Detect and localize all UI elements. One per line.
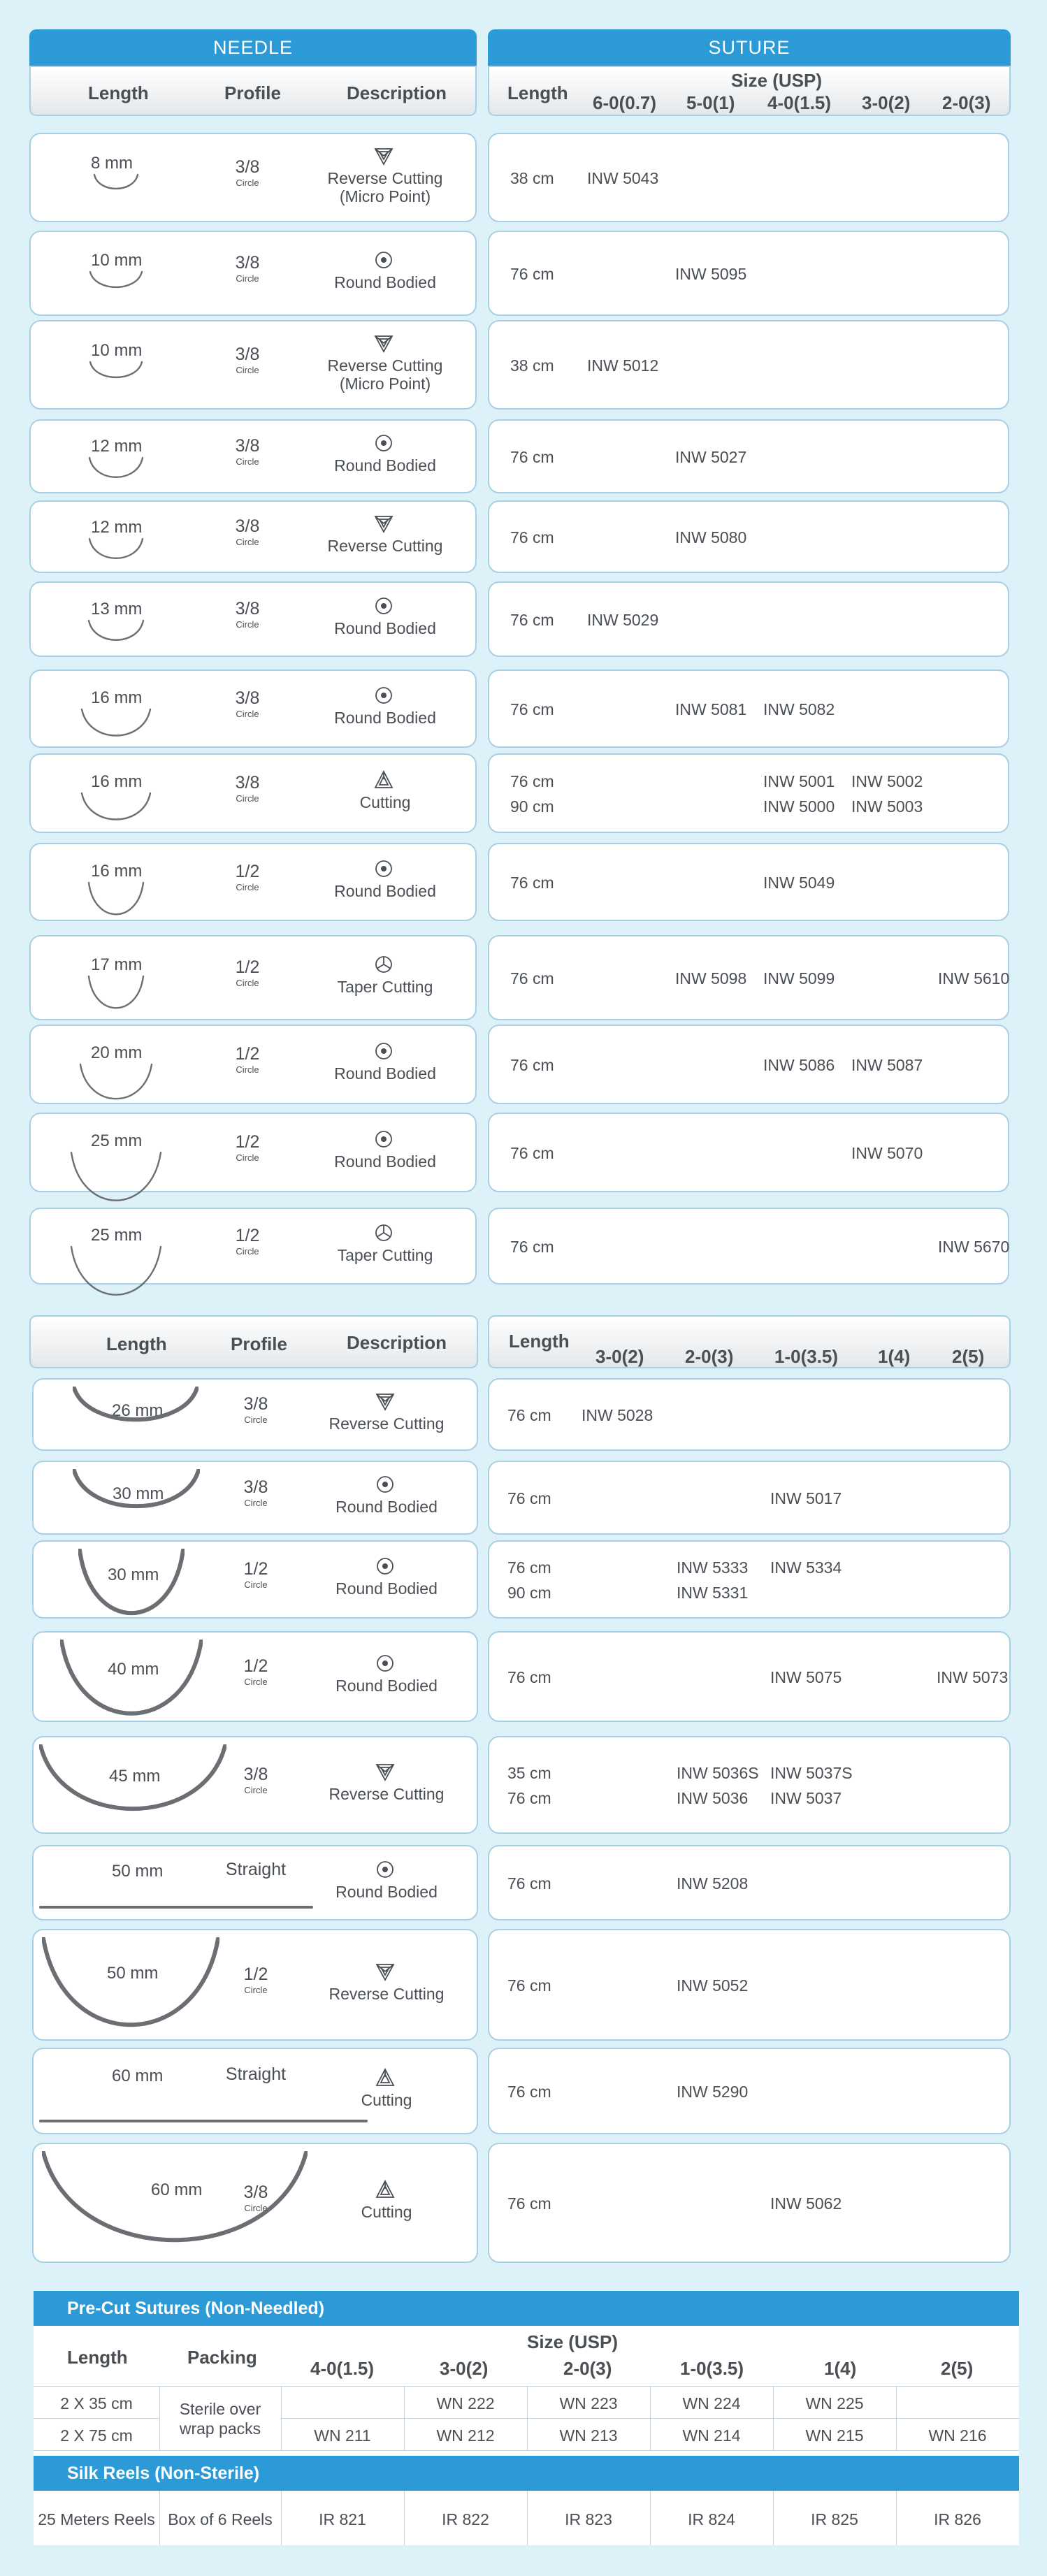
suture-card [488,1929,1011,2041]
taper-cutting-icon [373,954,394,975]
needle-description: Round Bodied [335,1883,438,1901]
needle-length: 10 mm [91,251,143,270]
needle-curve-icon [89,361,143,380]
suture-code: INW 5081 [675,700,747,718]
needle-circle-label: Circle [244,1785,268,1795]
suture-length: 76 cm [510,448,554,466]
needle-length: 26 mm [112,1401,164,1420]
reverse-cutting-icon [375,1961,396,1982]
suture-length: 76 cm [507,1789,551,1807]
suture-card [488,231,1009,316]
precut-code: WN 215 [805,2426,864,2445]
suture-code: INW 5037 [770,1789,842,1807]
suture-card [488,320,1009,410]
needle-circle-label: Circle [244,2203,268,2213]
needle-length: 25 mm [91,1131,143,1150]
suture-length: 76 cm [510,611,554,629]
needle-circle-label: Circle [236,456,259,467]
silk-code: IR 825 [811,2510,858,2528]
suture-length: 76 cm [507,1668,551,1686]
suture-code: INW 5331 [677,1584,749,1602]
needle-card [29,935,477,1020]
needle-circle-label: Circle [236,365,259,375]
suture-card [488,1540,1011,1619]
size-col: 2-0(3) [685,1346,734,1367]
needle-card [32,1845,478,1920]
needle-card [29,581,477,657]
suture-column-header [488,66,1011,116]
size-col: 2-0(3) [942,92,991,113]
suture-card [488,1631,1011,1722]
needle-curve-icon [87,881,145,918]
suture-card [488,753,1009,833]
precut-size-col: 3-0(2) [440,2358,489,2379]
suture-length: 76 cm [507,1874,551,1893]
round-bodied-icon [373,1129,394,1150]
size-col: 6-0(0.7) [593,92,657,113]
needle-description: Reverse Cutting [327,169,443,187]
needle-description: Cutting [359,793,411,811]
needle-card [29,670,477,748]
round-bodied-icon [373,595,394,616]
suture-length: 90 cm [507,1584,551,1602]
col-description: Description [347,82,447,103]
suture-code: INW 5037S [770,1764,853,1782]
needle-description: Taper Cutting [337,1246,433,1264]
size-col: 1-0(3.5) [774,1346,839,1367]
needle-profile: 1/2 [235,862,260,881]
suture-card [488,935,1009,1020]
suture-card [488,1208,1009,1285]
needle-circle-label: Circle [236,978,259,988]
needle-length: 30 mm [108,1565,159,1584]
silk-code: IR 821 [319,2510,366,2528]
needle-circle-label: Circle [244,1414,268,1425]
suture-code: INW 5017 [770,1489,842,1507]
reverse-cutting-icon [373,333,394,354]
suture-card [488,843,1009,921]
suture-code: INW 5002 [851,772,923,790]
needle-straight-icon [39,1904,313,1911]
needle-profile: 3/8 [235,688,260,708]
suture-code: INW 5095 [675,265,747,283]
needle-card [32,1631,478,1722]
needle-curve-icon [73,1469,200,1510]
needle-circle-label: Circle [236,882,259,892]
needle-circle-label: Circle [244,1579,268,1590]
needle-profile: 3/8 [235,599,260,618]
col-length: Length [106,1333,167,1354]
suture-card [488,1378,1011,1451]
needle-circle-label: Circle [244,1498,268,1508]
size-col: 3-0(2) [862,92,911,113]
needle-description: Round Bodied [334,1064,436,1083]
suture-header: SUTURE [488,29,1011,66]
suture-card [488,1736,1011,1834]
needle-profile: Straight [225,1860,287,1879]
needle-profile: 1/2 [243,1964,268,1984]
suture-code: INW 5098 [675,969,747,987]
precut-col-length: Length [67,2347,128,2368]
needle-card [29,1208,477,1285]
size-col: 3-0(2) [595,1346,644,1367]
needle-card [32,2143,478,2263]
needle-description: Round Bodied [335,1579,438,1598]
needle-profile: 3/8 [235,436,260,456]
silk-title: Silk Reels (Non-Sterile) [34,2456,1019,2491]
suture-code: INW 5610 [938,969,1010,987]
needle-curve-icon [93,173,139,191]
suture-column-header-2 [488,1315,1011,1368]
size-usp-label: Size (USP) [731,70,823,91]
needle-length: 13 mm [91,600,143,618]
needle-length: 16 mm [91,862,143,881]
precut-size-col: 4-0(1.5) [310,2358,375,2379]
needle-profile: 1/2 [235,957,260,977]
needle-column-header-2 [29,1315,478,1368]
silk-length: 25 Meters Reels [38,2510,155,2528]
suture-card [488,1461,1011,1535]
needle-length: 8 mm [91,154,133,173]
needle-profile: 3/8 [235,253,260,273]
col-suture-length: Length [507,82,568,103]
suture-code: INW 5099 [763,969,835,987]
silk-packing: Box of 6 Reels [168,2510,273,2528]
suture-length: 76 cm [507,2194,551,2213]
needle-card [29,1113,477,1192]
needle-description: (Micro Point) [339,187,431,205]
suture-code: INW 5087 [851,1056,923,1074]
size-col: 2(5) [952,1346,985,1367]
size-col: 4-0(1.5) [767,92,832,113]
suture-code: INW 5036 [677,1789,749,1807]
suture-card [488,1113,1009,1192]
needle-card [32,1929,478,2041]
needle-circle-label: Circle [236,178,259,188]
precut-packing: wrap packs [179,2419,261,2438]
needle-curve-icon [80,708,152,739]
suture-length: 76 cm [510,265,554,283]
cutting-icon [373,769,394,790]
needle-profile: 1/2 [243,1656,268,1676]
needle-profile: 3/8 [243,1765,268,1784]
suture-code: INW 5036S [677,1764,759,1782]
needle-card [29,843,477,921]
needle-length: 30 mm [113,1484,164,1503]
needle-profile: 1/2 [235,1132,260,1152]
suture-card [488,670,1009,748]
suture-length: 76 cm [510,874,554,892]
suture-length: 76 cm [510,1238,554,1256]
suture-code: INW 5290 [677,2083,749,2101]
needle-card [29,231,477,316]
suture-code: INW 5208 [677,1874,749,1893]
needle-card [32,1378,478,1451]
needle-description: Round Bodied [335,1498,438,1516]
needle-profile: 1/2 [235,1044,260,1064]
suture-card [488,581,1009,657]
needle-circle-label: Circle [244,1985,268,1995]
precut-code: WN 222 [436,2394,495,2412]
needle-description: Reverse Cutting [327,537,443,555]
precut-size-col: 1(4) [824,2358,857,2379]
needle-description: Taper Cutting [337,978,433,996]
silk-code: IR 823 [565,2510,612,2528]
round-bodied-icon [373,685,394,706]
suture-code: INW 5080 [675,528,747,547]
needle-profile: 3/8 [235,516,260,536]
col-profile: Profile [224,82,281,103]
round-bodied-icon [373,858,394,879]
round-bodied-icon [375,1474,396,1495]
needle-length: 40 mm [108,1660,159,1679]
needle-column-header [29,66,477,116]
suture-code: INW 5333 [677,1558,749,1577]
needle-header: NEEDLE [29,29,477,66]
needle-circle-label: Circle [236,1152,259,1163]
needle-description: Cutting [361,2091,412,2109]
suture-length: 76 cm [507,1489,551,1507]
precut-length: 2 X 35 cm [60,2394,133,2412]
needle-curve-icon [89,270,143,290]
needle-card [32,2048,478,2134]
suture-code: INW 5062 [770,2194,842,2213]
needle-length: 50 mm [107,1964,159,1983]
col-length: Length [88,82,149,103]
reverse-cutting-icon [373,145,394,166]
suture-length: 76 cm [510,772,554,790]
suture-length: 76 cm [510,528,554,547]
suture-card [488,1025,1009,1104]
precut-code: WN 212 [436,2426,495,2445]
precut-code: WN 211 [314,2426,371,2445]
size-col: 1(4) [878,1346,911,1367]
suture-card [488,1845,1011,1920]
precut-code: WN 223 [559,2394,618,2412]
precut-size-col: 2(5) [941,2358,974,2379]
needle-curve-icon [70,1151,162,1204]
needle-profile: 3/8 [235,773,260,793]
round-bodied-icon [373,1041,394,1062]
needle-circle-label: Circle [236,619,259,630]
needle-profile: Straight [225,2064,287,2084]
needle-profile: 3/8 [235,157,260,177]
needle-length: 25 mm [91,1226,143,1245]
precut-table [34,2291,1019,2545]
silk-code: IR 822 [442,2510,489,2528]
reverse-cutting-icon [373,513,394,534]
needle-curve-icon [87,619,145,643]
suture-length: 76 cm [510,700,554,718]
needle-description: Round Bodied [335,1677,438,1695]
suture-length: 38 cm [510,356,554,375]
round-bodied-icon [375,1859,396,1880]
suture-length: 76 cm [507,2083,551,2101]
needle-profile: 3/8 [243,1394,268,1414]
needle-length: 17 mm [91,955,143,974]
suture-card [488,2143,1011,2263]
precut-packing: Sterile over [179,2400,261,2418]
needle-curve-icon [70,1245,162,1298]
needle-length: 12 mm [91,518,143,537]
needle-length: 16 mm [91,772,143,791]
precut-code: WN 224 [682,2394,741,2412]
suture-code: INW 5086 [763,1056,835,1074]
needle-length: 60 mm [112,2067,164,2085]
reverse-cutting-icon [375,1391,396,1412]
suture-code: INW 5027 [675,448,747,466]
suture-length: 76 cm [507,1558,551,1577]
needle-length: 16 mm [91,688,143,707]
suture-code: INW 5003 [851,797,923,816]
needle-card [29,753,477,833]
reverse-cutting-icon [375,1761,396,1782]
suture-card [488,500,1009,573]
cutting-icon [375,2067,396,2088]
needle-card [29,320,477,410]
needle-profile: 1/2 [243,1559,268,1579]
needle-curve-icon [88,537,144,561]
round-bodied-icon [373,249,394,270]
suture-code: INW 5012 [587,356,659,375]
needle-profile: 3/8 [243,2183,268,2202]
needle-card [32,1461,478,1535]
needle-circle-label: Circle [244,1677,268,1687]
precut-code: WN 214 [682,2426,741,2445]
col-profile: Profile [231,1333,287,1354]
needle-description: Reverse Cutting [328,1414,445,1433]
needle-description: Round Bodied [334,709,436,727]
needle-circle-label: Circle [236,793,259,804]
needle-length: 45 mm [109,1767,161,1786]
suture-length: 76 cm [510,1056,554,1074]
suture-card [488,419,1009,493]
needle-straight-icon [39,2118,368,2125]
needle-length: 50 mm [112,1862,164,1881]
suture-code: INW 5052 [677,1976,749,1995]
needle-description: Round Bodied [334,456,436,475]
needle-card [32,1736,478,1834]
needle-card [29,1025,477,1104]
needle-description: (Micro Point) [339,375,431,393]
needle-description: Reverse Cutting [328,1985,445,2003]
suture-code: INW 5075 [770,1668,842,1686]
needle-curve-icon [88,456,144,480]
needle-curve-icon [39,1744,226,1813]
precut-size-col: 1-0(3.5) [680,2358,744,2379]
precut-col-packing: Packing [187,2347,257,2368]
suture-code: INW 5049 [763,874,835,892]
suture-code: INW 5028 [582,1406,654,1424]
needle-description: Round Bodied [334,273,436,291]
needle-curve-icon [60,1640,203,1718]
suture-length: 76 cm [507,1406,551,1424]
needle-card [29,133,477,222]
col-description: Description [347,1332,447,1353]
needle-description: Reverse Cutting [328,1785,445,1803]
suture-code: INW 5029 [587,611,659,629]
suture-length: 76 cm [510,1144,554,1162]
suture-code: INW 5082 [763,700,835,718]
suture-code: INW 5073 [937,1668,1009,1686]
needle-circle-label: Circle [236,273,259,284]
cutting-icon [375,2179,396,2200]
needle-profile: 3/8 [243,1477,268,1497]
needle-length: 60 mm [151,2180,203,2199]
needle-curve-icon [78,1549,185,1617]
precut-title: Pre-Cut Sutures (Non-Needled) [34,2291,1019,2326]
needle-profile: 3/8 [235,345,260,364]
suture-length: 76 cm [507,1976,551,1995]
precut-code: WN 216 [928,2426,987,2445]
suture-card [488,2048,1011,2134]
needle-circle-label: Circle [236,1246,259,1257]
needle-curve-icon [87,975,145,1011]
suture-code: INW 5070 [851,1144,923,1162]
needle-profile: 1/2 [235,1226,260,1245]
precut-code: WN 225 [805,2394,864,2412]
precut-length: 2 X 75 cm [60,2426,133,2445]
suture-length: 76 cm [510,969,554,987]
suture-card [488,133,1009,222]
needle-description: Round Bodied [334,882,436,900]
needle-circle-label: Circle [236,1064,259,1075]
suture-code: INW 5043 [587,169,659,187]
round-bodied-icon [375,1556,396,1577]
needle-curve-icon [79,1063,153,1102]
silk-code: IR 824 [688,2510,735,2528]
needle-card [29,419,477,493]
suture-length: 90 cm [510,797,554,816]
needle-card [32,1540,478,1619]
needle-circle-label: Circle [236,537,259,547]
suture-code: INW 5000 [763,797,835,816]
needle-curve-icon [42,1937,219,2029]
needle-length: 12 mm [91,437,143,456]
suture-code: INW 5670 [938,1238,1010,1256]
silk-code: IR 826 [934,2510,981,2528]
needle-description: Reverse Cutting [327,356,443,375]
col-suture-length: Length [509,1331,570,1352]
suture-code: INW 5334 [770,1558,842,1577]
needle-card [29,500,477,573]
suture-code: INW 5001 [763,772,835,790]
needle-length: 20 mm [91,1043,143,1062]
size-col: 5-0(1) [686,92,735,113]
precut-size-col: 2-0(3) [563,2358,612,2379]
needle-description: Round Bodied [334,619,436,637]
needle-description: Round Bodied [334,1152,436,1171]
suture-length: 38 cm [510,169,554,187]
precut-size-label: Size (USP) [527,2331,619,2352]
needle-description: Cutting [361,2203,412,2221]
round-bodied-icon [375,1653,396,1674]
precut-code: WN 213 [559,2426,618,2445]
taper-cutting-icon [373,1222,394,1243]
needle-curve-icon [80,792,152,823]
needle-length: 10 mm [91,341,143,360]
needle-curve-icon [73,1387,198,1423]
round-bodied-icon [373,433,394,454]
suture-length: 35 cm [507,1764,551,1782]
needle-circle-label: Circle [236,709,259,719]
